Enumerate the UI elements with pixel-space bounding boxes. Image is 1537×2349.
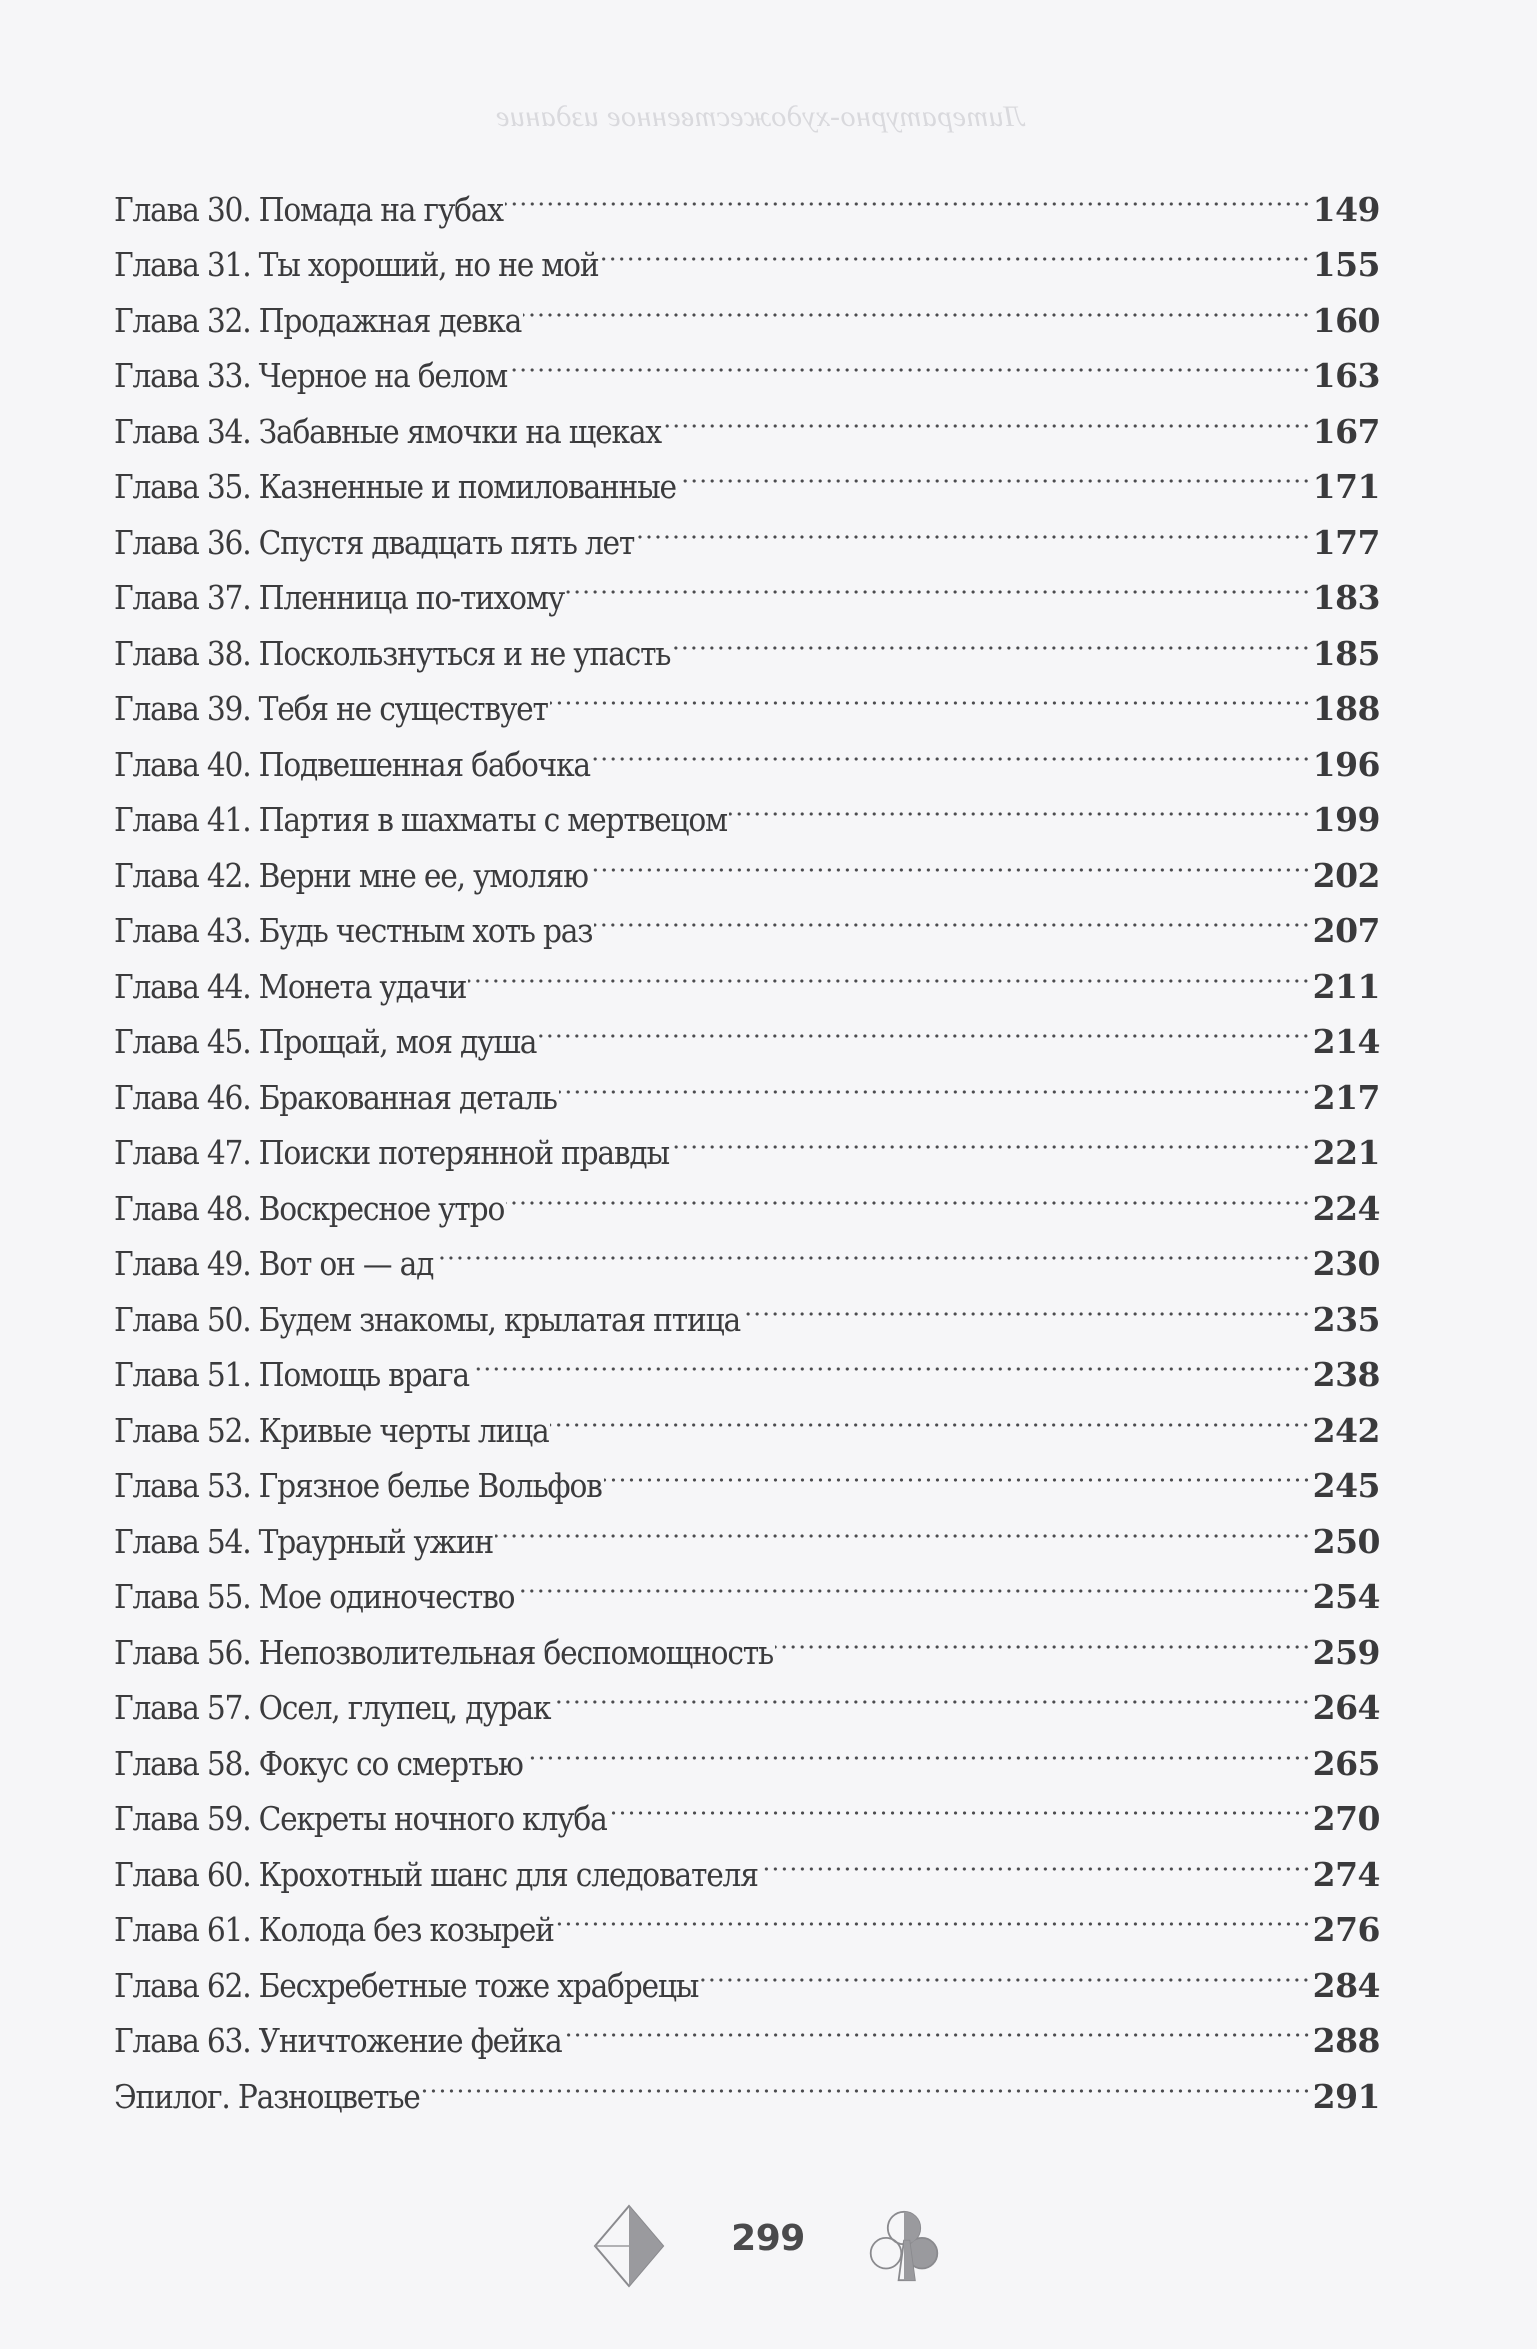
dot-leader: [471, 1331, 1311, 1387]
toc-entry-title: Глава 31. Ты хороший, но не мой: [114, 245, 599, 284]
bleed-through-text: Литературно-художественное издание: [495, 100, 1025, 133]
dot-leader: [505, 165, 1311, 221]
toc-entry-page: 265: [1312, 1743, 1380, 1783]
toc-entry-page: 183: [1312, 578, 1380, 617]
dot-leader: [538, 998, 1310, 1054]
toc-entry-title: Глава 35. Казненные и помилованные: [114, 467, 676, 506]
toc-entry-title: Глава 33. Черное на белом: [114, 356, 507, 395]
toc-entry-page: 291: [1312, 2076, 1380, 2116]
dot-leader: [592, 720, 1311, 776]
dot-leader: [672, 609, 1310, 665]
toc-entry-title: Глава 56. Непозволительная беспомощность: [114, 1632, 773, 1672]
toc-entry-title: Глава 57. Осел, глупец, дурак: [114, 1688, 551, 1727]
dot-leader: [700, 1941, 1310, 1997]
toc-entry-title: Глава 42. Верни мне ее, умоляю: [114, 855, 588, 895]
dot-leader: [550, 665, 1311, 721]
toc-entry-page: 221: [1312, 1133, 1380, 1172]
toc-entry-page: 199: [1312, 800, 1380, 839]
dot-leader: [678, 443, 1311, 499]
toc-entry-title: Глава 50. Будем знакомы, крылатая птица: [114, 1299, 740, 1339]
toc-entry-page: 171: [1312, 467, 1380, 506]
dot-leader: [495, 1497, 1311, 1553]
toc-entry-page: 177: [1312, 522, 1380, 562]
toc-entry-page: 167: [1312, 411, 1380, 451]
toc-entry-title: Глава 34. Забавные ямочки на щеках: [114, 411, 661, 451]
dot-leader: [523, 276, 1310, 332]
dot-leader: [509, 332, 1311, 388]
toc-entry-title: Глава 49. Вот он — ад: [114, 1244, 434, 1283]
toc-entry-title: Глава 37. Пленница по-тихому: [114, 578, 564, 617]
toc-entry-page: 264: [1312, 1688, 1380, 1727]
toc-entry-title: Глава 45. Прощай, моя душа: [114, 1022, 537, 1061]
toc-entry-page: 160: [1312, 300, 1380, 340]
dot-leader: [663, 387, 1311, 443]
toc-entry-title: Глава 53. Грязное белье Вольфов: [114, 1466, 602, 1505]
dot-leader: [594, 887, 1310, 943]
toc-entry-page: 196: [1312, 744, 1380, 784]
toc-entry-title: Глава 47. Поиски потерянной правды: [114, 1133, 669, 1172]
toc-entry-page: 202: [1312, 855, 1380, 895]
toc-entry-title: Глава 46. Бракованная деталь: [114, 1077, 557, 1117]
toc-entry-title: Глава 59. Секреты ночного клуба: [114, 1799, 607, 1838]
toc-entry-page: 235: [1312, 1299, 1380, 1339]
dot-leader: [550, 1386, 1310, 1442]
toc-entry-page: 149: [1312, 189, 1380, 229]
dot-leader: [506, 1164, 1310, 1220]
toc-entry-title: Глава 32. Продажная девка: [114, 300, 522, 340]
toc-entry-page: 284: [1312, 1965, 1380, 2005]
toc-entry-page: 224: [1312, 1188, 1380, 1228]
toc-entry-title: Глава 62. Бесхребетные тоже храбрецы: [114, 1965, 699, 2005]
toc-entry-page: 242: [1312, 1410, 1380, 1450]
toc-entry-page: 288: [1312, 2021, 1380, 2060]
toc-entry-title: Глава 38. Поскользнуться и не упасть: [114, 633, 671, 673]
dot-leader: [760, 1830, 1311, 1886]
dot-leader: [604, 1442, 1311, 1498]
toc-entry-page: 207: [1312, 911, 1380, 950]
toc-entry-title: Эпилог. Разноцветье: [114, 2076, 420, 2116]
toc-entry-page: 211: [1312, 966, 1380, 1006]
dot-leader: [516, 1553, 1310, 1609]
toc-entry-title: Глава 60. Крохотный шанс для следователя: [114, 1854, 758, 1894]
toc-entry-page: 217: [1312, 1077, 1380, 1117]
dot-leader: [671, 1109, 1311, 1165]
dot-leader: [609, 1775, 1311, 1831]
toc-entry-page: 274: [1312, 1854, 1380, 1894]
toc-entry-title: Глава 51. Помощь врага: [114, 1355, 469, 1394]
toc-entry-title: Глава 63. Уничтожение фейка: [114, 2021, 562, 2060]
toc-entry-page: 276: [1312, 1910, 1380, 1949]
toc-entry-page: 155: [1312, 245, 1380, 284]
dot-leader: [468, 942, 1310, 998]
toc-entry-title: Глава 36. Спустя двадцать пять лет: [114, 522, 635, 562]
dot-leader: [564, 1997, 1311, 2053]
toc-entry-title: Глава 44. Монета удачи: [114, 966, 467, 1006]
toc-entry-page: 188: [1312, 689, 1380, 728]
table-of-contents: [114, 165, 1380, 2116]
toc-entry-title: Глава 52. Кривые черты лица: [114, 1410, 549, 1450]
dot-leader: [729, 776, 1311, 832]
diamond-suit-icon: [593, 2204, 665, 2288]
toc-entry-title: Глава 48. Воскресное утро: [114, 1188, 505, 1228]
page-number: 299: [731, 2218, 805, 2259]
toc-entry-title: Глава 55. Мое одиночество: [114, 1577, 515, 1616]
toc-entry-title: Глава 54. Траурный ужин: [114, 1521, 494, 1561]
dot-leader: [600, 221, 1310, 277]
dot-leader: [525, 1719, 1311, 1775]
dot-leader: [556, 1886, 1311, 1942]
club-suit-icon: [868, 2204, 940, 2288]
toc-entry-page: 230: [1312, 1244, 1380, 1283]
toc-entry-title: Глава 39. Тебя не существует: [114, 689, 548, 728]
toc-entry-page: 250: [1312, 1521, 1380, 1561]
toc-entry[interactable]: [114, 165, 1380, 229]
toc-entry-title: Глава 41. Партия в шахматы с мертвецом: [114, 800, 727, 839]
dot-leader: [552, 1664, 1310, 1720]
toc-entry-title: Глава 30. Помада на губах: [114, 189, 503, 229]
toc-entry-page: 185: [1312, 633, 1380, 673]
toc-entry-title: Глава 43. Будь честным хоть раз: [114, 911, 593, 950]
toc-entry-page: 270: [1312, 1799, 1380, 1838]
dot-leader: [422, 2052, 1311, 2108]
dot-leader: [742, 1275, 1311, 1331]
toc-entry-title: Глава 58. Фокус со смертью: [114, 1743, 523, 1783]
dot-leader: [775, 1608, 1311, 1664]
page-footer: [0, 2200, 1537, 2292]
dot-leader: [559, 1053, 1311, 1109]
dot-leader: [590, 831, 1311, 887]
dot-leader: [435, 1220, 1310, 1276]
toc-entry-page: 245: [1312, 1466, 1380, 1505]
toc-entry-page: 259: [1312, 1632, 1380, 1672]
toc-entry-page: 238: [1312, 1355, 1380, 1394]
toc-entry-page: 163: [1312, 356, 1380, 395]
dot-leader: [636, 498, 1310, 554]
toc-entry-page: 254: [1312, 1577, 1380, 1616]
toc-entry-title: Глава 40. Подвешенная бабочка: [114, 744, 590, 784]
toc-entry-page: 214: [1312, 1022, 1380, 1061]
toc-entry-title: Глава 61. Колода без козырей: [114, 1910, 554, 1949]
dot-leader: [566, 554, 1311, 610]
